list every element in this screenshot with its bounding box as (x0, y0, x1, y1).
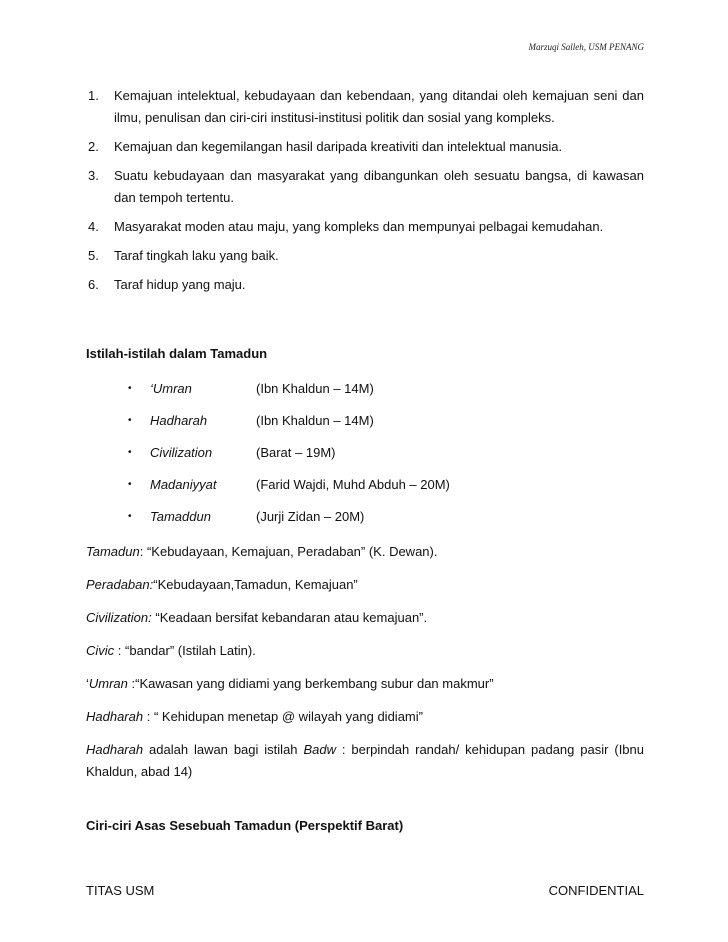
meaning-line (86, 574, 644, 596)
term-row (128, 442, 450, 474)
item-number: 4. (88, 219, 99, 234)
term-name: Madaniyyat (150, 477, 217, 492)
meaning-term-prefix: ‘ (86, 676, 89, 691)
meaning-sep: : (143, 709, 154, 724)
list-item (86, 85, 644, 129)
bullet-icon: • (128, 383, 132, 394)
badw-term: Hadharah (86, 742, 144, 757)
section2-heading: Ciri-ciri Asas Sesebuah Tamadun (Perspektif Barat) (86, 818, 404, 833)
terms-list (128, 378, 450, 538)
item-number: 6. (88, 277, 99, 292)
meaning-text: “ Kehidupan menetap @ wilayah yang didiami” (153, 709, 423, 724)
item-text: Kemajuan dan kegemilangan hasil daripada kreativiti dan intelektual manusia. (114, 139, 563, 154)
meaning-text: “Kebudayaan, Kemajuan, Peradaban” (K. Dewan). (146, 544, 438, 559)
footer-left: TITAS USM (86, 883, 155, 898)
meaning-line (86, 640, 644, 662)
meaning-term: Peradaban: (86, 577, 154, 592)
meanings-block (86, 541, 644, 794)
meaning-line (86, 673, 644, 695)
term-source: (Farid Wajdi, Muhd Abduh – 20M) (256, 477, 450, 492)
meaning-sep: : (114, 643, 126, 658)
meaning-sep: : (127, 676, 136, 691)
term-source: (Ibn Khaldun – 14M) (256, 413, 374, 428)
meaning-sep: : (139, 544, 147, 559)
meaning-term: Tamadun (86, 544, 140, 559)
term-name: Tamaddun (150, 509, 211, 524)
term-row (128, 474, 450, 506)
term-source: (Jurji Zidan – 20M) (256, 509, 365, 524)
item-number: 5. (88, 248, 99, 263)
item-text: Taraf hidup yang maju. (114, 277, 246, 292)
term-source: (Ibn Khaldun – 14M) (256, 381, 374, 396)
item-number: 3. (88, 168, 99, 183)
bullet-icon: • (128, 415, 132, 426)
badw-note (86, 739, 644, 783)
item-text: Suatu kebudayaan dan masyarakat yang dibangunkan oleh sesuatu bangsa, di kawasan dan tempoh tertentu. (114, 168, 644, 205)
meaning-term: Umran (88, 676, 128, 691)
meaning-term: Hadharah (86, 709, 144, 724)
item-text: Kemajuan intelektual, kebudayaan dan kebendaan, yang ditandai oleh kemajuan seni dan ilmu, penulisan dan ciri-ciri institusi-institusi politik dan sosial yang kompleks. (114, 88, 644, 125)
item-text: Masyarakat moden atau maju, yang kompleks dan mempunyai pelbagai kemudahan. (114, 219, 604, 234)
item-text: Taraf tingkah laku yang baik. (114, 248, 279, 263)
term-source: (Barat – 19M) (256, 445, 336, 460)
meaning-text: “Kawasan yang didiami yang berkembang subur dan makmur” (135, 676, 494, 691)
term-row (128, 378, 450, 410)
meaning-term: Civic (86, 643, 115, 658)
bullet-icon: • (128, 511, 132, 522)
term-row (128, 506, 450, 538)
list-item (86, 274, 644, 296)
meaning-text: “bandar” (Istilah Latin). (125, 643, 256, 658)
definitions-list (86, 85, 644, 303)
badw-text-1: adalah lawan bagi istilah (143, 742, 304, 757)
term-name: ‘Umran (150, 381, 192, 396)
list-item (86, 136, 644, 158)
meaning-text: “Kebudayaan,Tamadun, Kemajuan” (153, 577, 358, 592)
terms-heading: Istilah-istilah dalam Tamadun (86, 346, 268, 361)
list-item (86, 245, 644, 267)
meaning-line (86, 607, 644, 629)
item-number: 1. (88, 88, 99, 103)
meaning-term: Civilization: (86, 610, 152, 625)
bullet-icon: • (128, 447, 132, 458)
list-item (86, 216, 644, 238)
footer-right: CONFIDENTIAL (548, 883, 644, 898)
bullet-icon: • (128, 479, 132, 490)
term-name: Hadharah (150, 413, 208, 428)
meaning-line (86, 706, 644, 728)
badw-term-2: Badw (303, 742, 336, 757)
meaning-text: “Keadaan bersifat kebandaran atau kemajuan”. (155, 610, 428, 625)
header-author: Marzuqi Salleh, USM PENANG (528, 42, 644, 52)
list-item (86, 165, 644, 209)
meaning-line (86, 541, 644, 563)
badw-text-2: : berpindah randah/ kehidupan padang pasir (Ibnu Khaldun, abad 14) (86, 742, 644, 779)
item-number: 2. (88, 139, 99, 154)
term-name: Civilization (150, 445, 213, 460)
term-row (128, 410, 450, 442)
